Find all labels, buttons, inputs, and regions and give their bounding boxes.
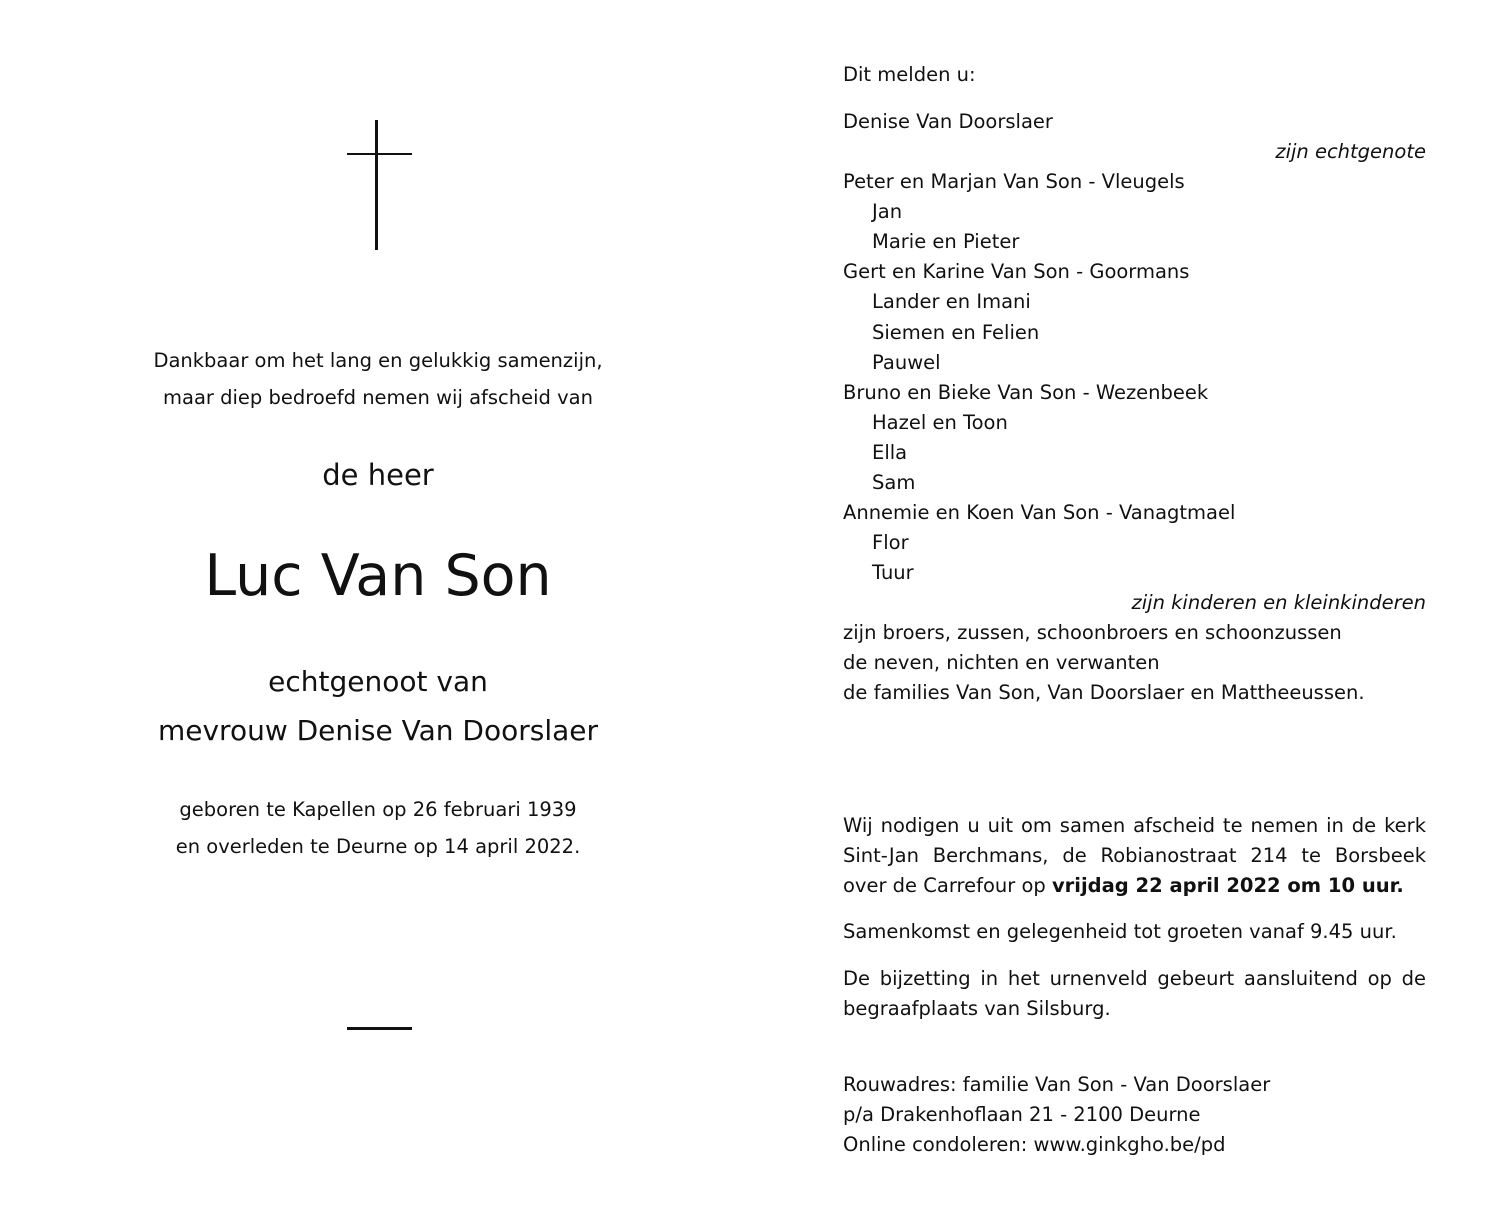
burial-paragraph: De bijzetting in het urnenveld gebeurt aansluitend op de begraafplaats van Silsburg.	[843, 967, 1426, 1020]
contact-line-3: Online condoleren: www.ginkgho.be/pd	[843, 1133, 1226, 1156]
family-grandchild: Marie en Pieter	[872, 230, 1020, 254]
intro-text	[0, 342, 756, 416]
spouse-role: zijn echtgenote	[1275, 140, 1426, 163]
announce-line: Dit melden u:	[843, 63, 976, 86]
relatives-line-1: zijn broers, zussen, schoonbroers en schoonzussen	[843, 621, 1342, 644]
family-child: Gert en Karine Van Son - Goormans	[843, 260, 1190, 284]
relatives-line-2: de neven, nichten en verwanten	[843, 651, 1160, 674]
relatives-line-3: de families Van Son, Van Doorslaer en Mattheeussen.	[843, 681, 1365, 704]
spouse-line-1: echtgenoot van	[268, 665, 488, 698]
family-grandchild: Ella	[872, 440, 908, 464]
spouse-name: Denise Van Doorslaer	[843, 110, 1053, 133]
family-grandchild: Tuur	[872, 561, 914, 585]
family-grandchild: Pauwel	[872, 350, 941, 374]
family-grandchild: Sam	[872, 471, 916, 494]
invitation-text: Wij nodigen u uit om samen afscheid te nemen in de kerk Sint-Jan Berchmans, de Robianostraat 214 te Borsbeek over de Carrefour op	[843, 814, 1426, 897]
honorific: de heer	[322, 458, 434, 492]
family-grandchild: Jan	[872, 200, 903, 224]
life-dates	[0, 791, 756, 865]
children-role: zijn kinderen en kleinkinderen	[1131, 591, 1426, 614]
cross-icon	[375, 120, 378, 250]
spouse-line-2: mevrouw Denise Van Doorslaer	[157, 714, 599, 747]
family-grandchild: Lander en Imani	[872, 290, 1031, 314]
family-child: Annemie en Koen Van Son - Vanagtmael	[843, 501, 1236, 525]
invitation-datetime: vrijdag 22 april 2022 om 10 uur.	[1051, 874, 1404, 897]
invitation-paragraph	[843, 811, 1426, 901]
birth-line: geboren te Kapellen op 26 februari 1939	[179, 798, 577, 821]
contact-line-2: p/a Drakenhoflaan 21 - 2100 Deurne	[843, 1103, 1201, 1126]
cross-bar	[347, 153, 412, 155]
family-grandchild: Flor	[872, 531, 909, 555]
family-grandchild: Siemen en Felien	[872, 320, 1040, 344]
gathering-paragraph: Samenkomst en gelegenheid tot groeten vanaf 9.45 uur.	[843, 920, 1397, 943]
closing-dash	[347, 1027, 412, 1030]
death-line: en overleden te Deurne op 14 april 2022.	[175, 835, 581, 858]
contact-line-1: Rouwadres: familie Van Son - Van Doorslaer	[843, 1073, 1271, 1096]
family-grandchild: Hazel en Toon	[872, 410, 1008, 434]
intro-line-1: Dankbaar om het lang en gelukkig samenzijn,	[153, 349, 603, 372]
family-child: Peter en Marjan Van Son - Vleugels	[843, 170, 1185, 193]
family-child: Bruno en Bieke Van Son - Wezenbeek	[843, 380, 1209, 404]
spouse-text	[0, 657, 756, 755]
deceased-name: Luc Van Son	[204, 543, 552, 609]
intro-line-2: maar diep bedroefd nemen wij afscheid van	[163, 386, 593, 409]
